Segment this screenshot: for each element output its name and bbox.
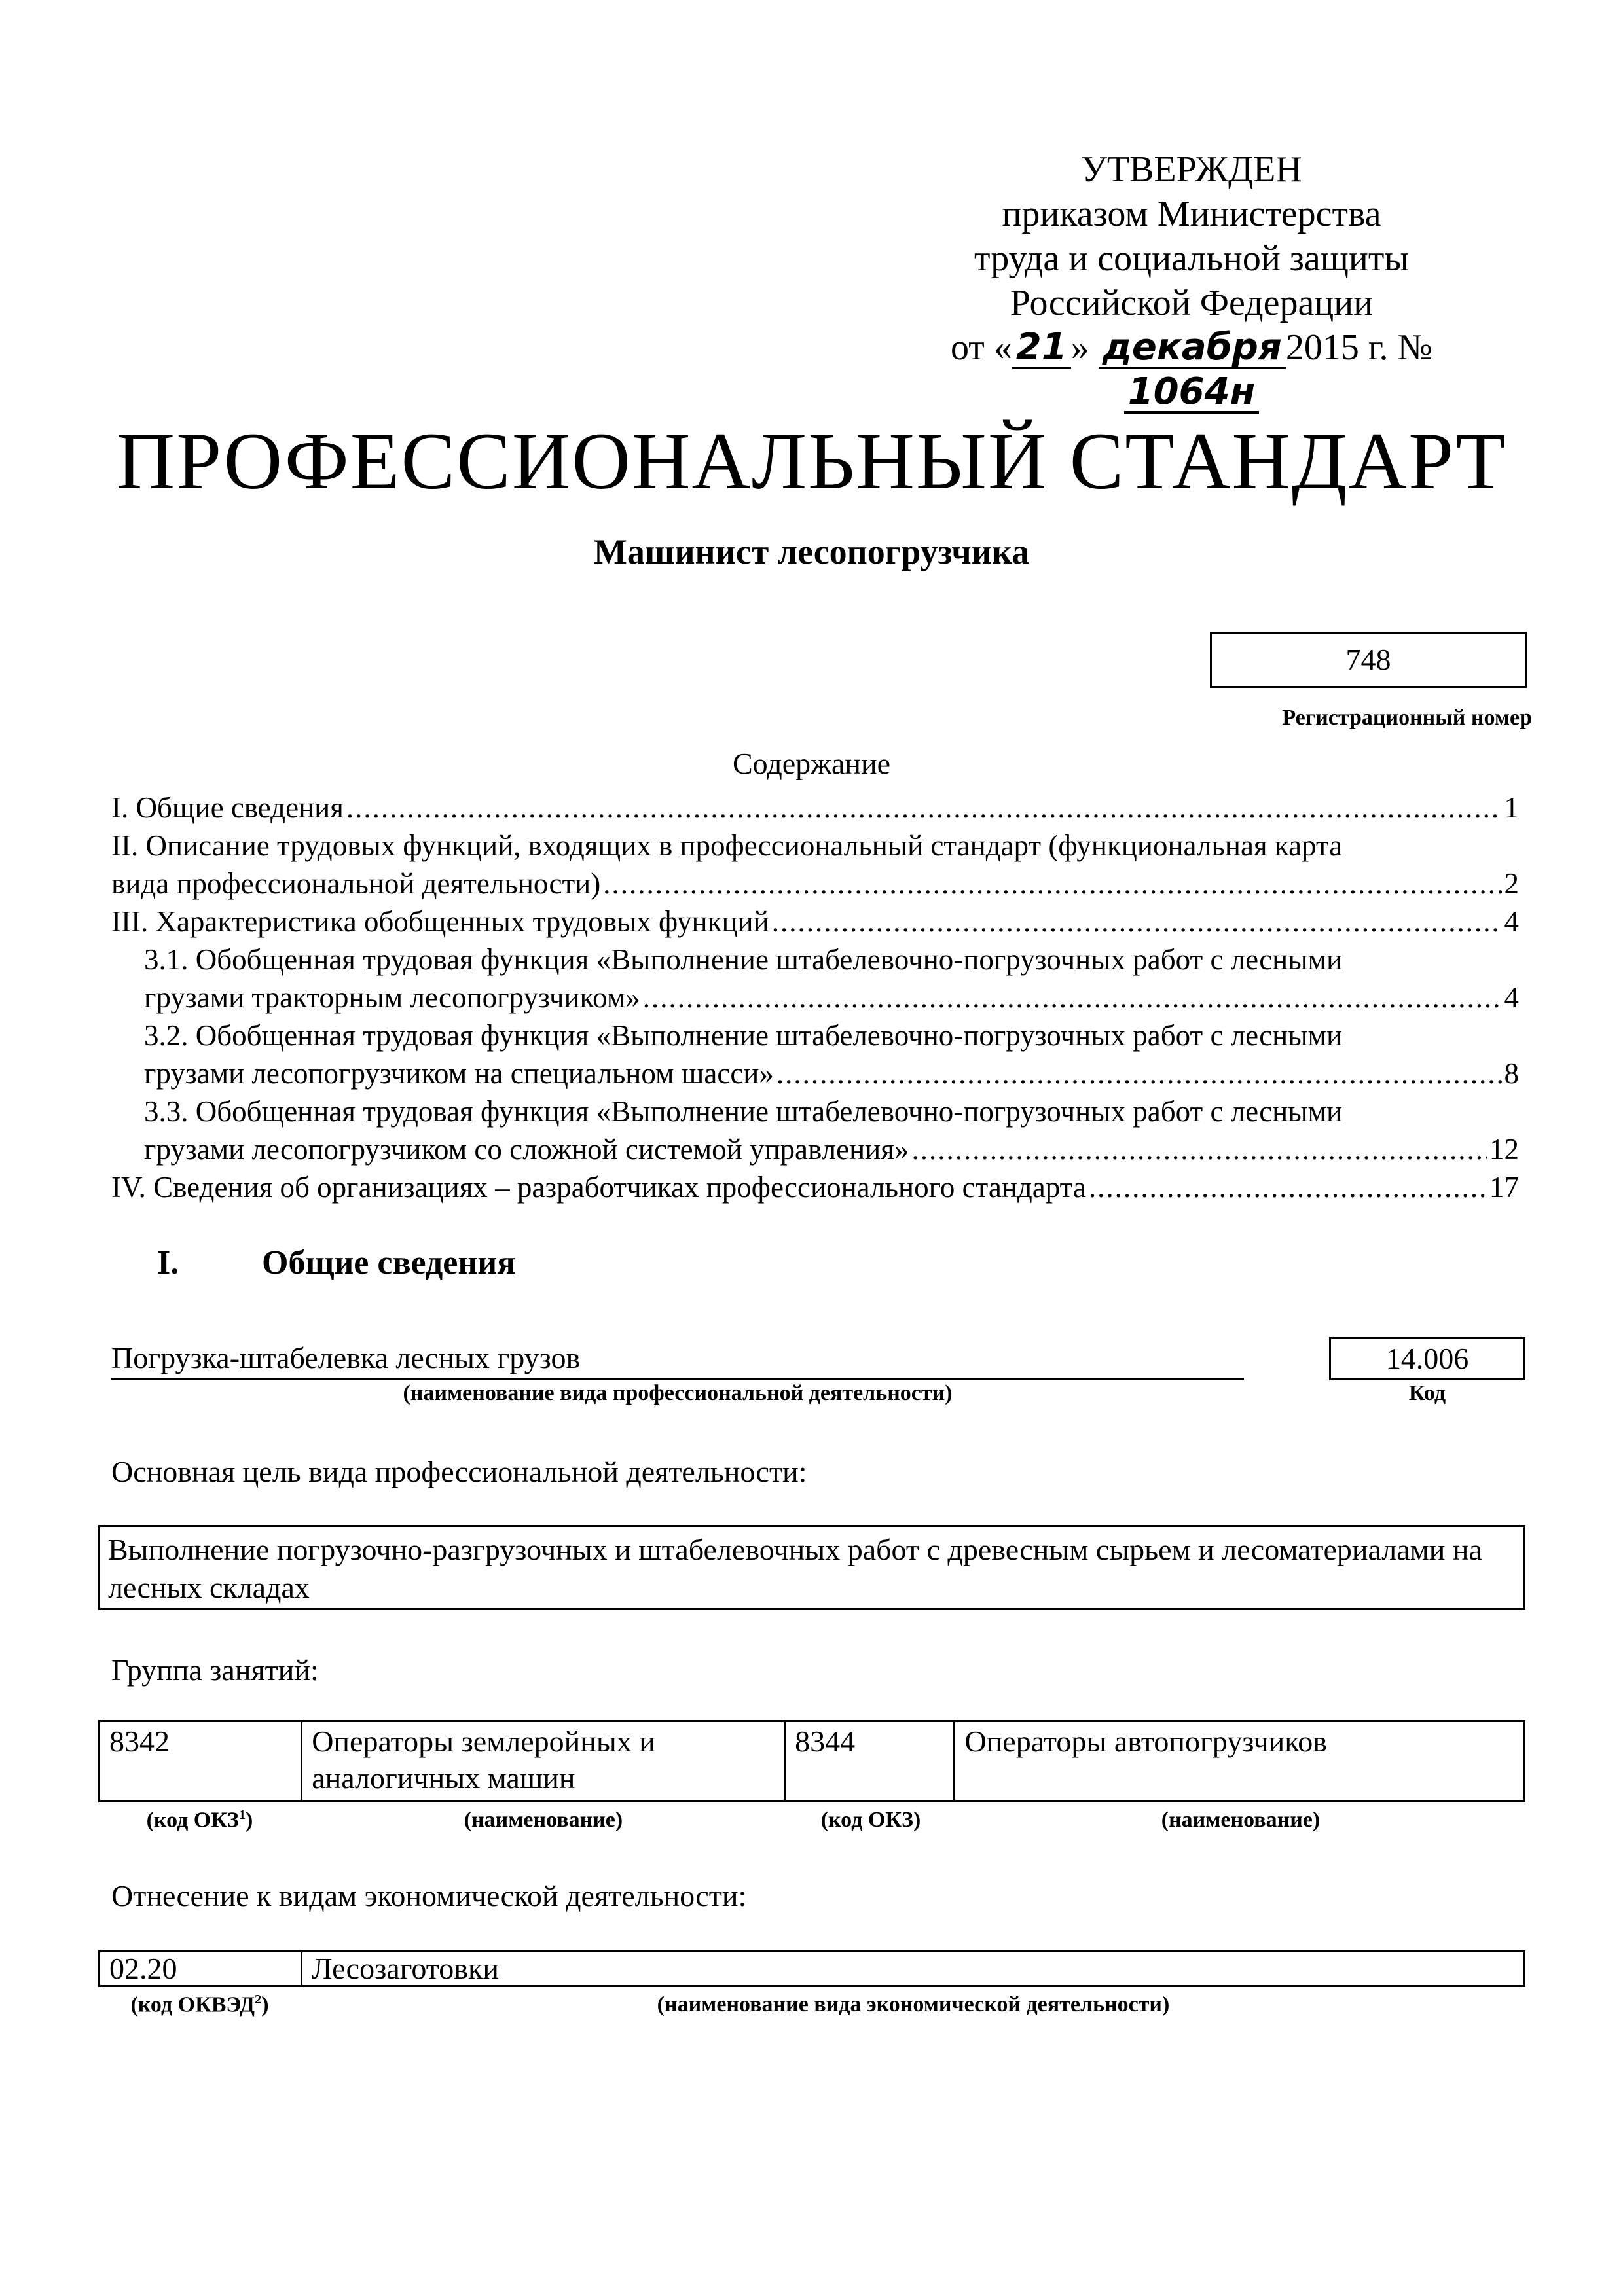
toc-item-page: 2 [1504,867,1519,900]
activity-code-caption: Код [1408,1381,1446,1405]
toc-item-text-line1: 3.2. Обобщенная трудовая функция «Выполнение штабелевочно-погрузочных работ с лесными [144,1019,1343,1052]
toc-item-text: грузами лесопогрузчиком на специальном шасси» [144,1057,774,1090]
toc-item-text: IV. Сведения об организациях – разработчиках профессионального стандарта [111,1171,1086,1204]
goal-box: Выполнение погрузочно-разгрузочных и штабелевочных работ с древесным сырьем и лесоматериалами на лесных складах [98,1525,1525,1610]
date-prefix: от « [951,327,1012,368]
occupation-name-caption-2: (наименование) [1161,1808,1321,1832]
activity-name-caption: (наименование вида профессиональной деятельности) [403,1381,953,1405]
occupation-code-caption-2: (код ОКЗ) [820,1808,921,1832]
occupation-name-1: Операторы землеройных и аналогичных машин [302,1722,786,1800]
date-sep: » [1070,327,1089,368]
toc-item-page: 12 [1489,1133,1519,1166]
toc-item-text: I. Общие сведения [111,791,344,824]
document-subtitle: Машинист лесопогрузчика [593,532,1030,571]
goal-label: Основная цель вида профессиональной деятельности: [111,1455,807,1488]
registration-number-caption: Регистрационный номер [1282,706,1532,730]
occupation-name-2: Операторы автопогрузчиков [964,1725,1327,1758]
toc-item[interactable] [111,1092,1519,1168]
date-day-handwritten: 21 [1012,329,1071,369]
toc-item-text-line1: II. Описание трудовых функций, входящих в профессиональный стандарт (функциональная карта [111,829,1343,862]
economic-activity-label: Отнесение к видам экономической деятельности: [111,1879,747,1912]
table-of-contents [111,789,1519,1206]
toc-item-text: грузами лесопогрузчиком со сложной системой управления» [144,1133,909,1166]
approval-line-1: УТВЕРЖДЕН [1081,149,1302,190]
toc-item-page: 4 [1504,981,1519,1014]
approval-block [943,147,1440,414]
section-heading [157,1244,515,1282]
occupations-label: Группа занятий: [111,1653,319,1687]
approval-line-2: приказом Министерства [1002,194,1381,234]
okved-name: Лесозаготовки [312,1952,499,1985]
order-number-handwritten: 1064н [1124,373,1260,414]
toc-heading: Содержание [732,747,891,780]
toc-item[interactable] [111,827,1519,903]
document-title: ПРОФЕССИОНАЛЬНЫЙ СТАНДАРТ [116,416,1507,506]
activity-name: Погрузка-штабелевка лесных грузов [111,1338,1244,1380]
toc-item-text-line1: 3.1. Обобщенная трудовая функция «Выполнение штабелевочно-погрузочных работ с лесными [144,943,1343,976]
occupation-code-2: 8344 [786,1722,955,1800]
okved-name-caption: (наименование вида экономической деятельности) [657,1992,1170,2017]
occupation-code-caption-1: (код ОКЗ$^1$) [146,1808,253,1833]
activity-code-box: 14.006 [1329,1337,1525,1380]
toc-item-page: 4 [1504,905,1519,938]
approval-line-3: труда и социальной защиты [974,238,1409,279]
toc-item[interactable] [111,941,1519,1016]
okved-code: 02.20 [100,1952,302,1985]
toc-item-text: вида профессиональной деятельности) [111,867,601,900]
economic-activity-table [98,1950,1525,1987]
toc-item[interactable] [111,789,1519,827]
toc-item-page: 8 [1504,1057,1519,1090]
approval-date-line [943,325,1440,414]
date-year: 2015 г. № [1285,327,1432,368]
toc-item-page: 17 [1489,1171,1519,1204]
section-title: Общие сведения [262,1244,516,1282]
toc-item[interactable] [111,1016,1519,1092]
toc-item[interactable] [111,903,1519,941]
toc-item-text-line1: 3.3. Обобщенная трудовая функция «Выполнение штабелевочно-погрузочных работ с лесными [144,1095,1343,1128]
registration-number-box: 748 [1210,632,1527,688]
toc-item-text: III. Характеристика обобщенных трудовых функций [111,905,769,938]
toc-item[interactable] [111,1168,1519,1206]
occupations-table [98,1720,1525,1802]
date-month-handwritten: декабря [1099,329,1286,369]
section-number: I. [157,1244,179,1282]
approval-line-4: Российской Федерации [1010,283,1374,323]
occupation-name-caption-1: (наименование) [464,1808,623,1832]
occupation-code-1: 8342 [100,1722,302,1800]
toc-item-text: грузами тракторным лесопогрузчиком» [144,981,640,1014]
okved-code-caption: (код ОКВЭД$^2$) [130,1992,269,2017]
toc-item-page: 1 [1504,791,1519,824]
